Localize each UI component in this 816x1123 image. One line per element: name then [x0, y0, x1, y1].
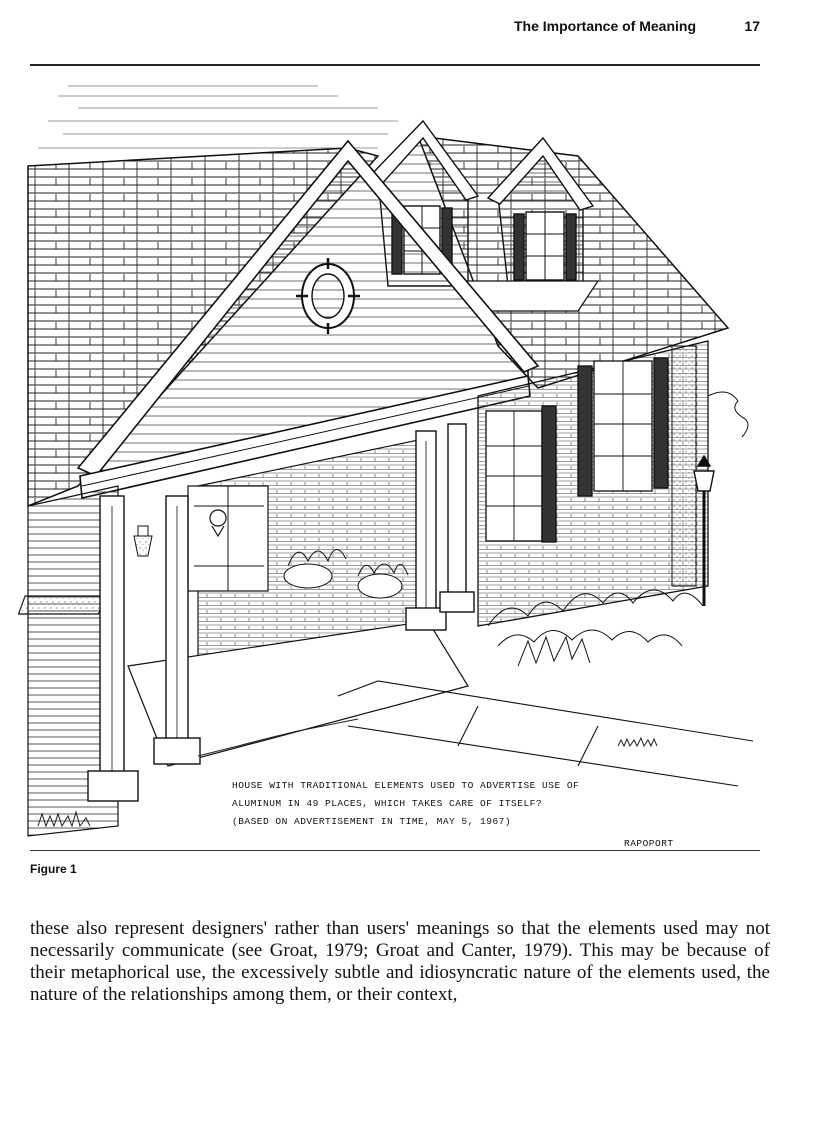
page-number: 17 [744, 18, 760, 34]
bottom-rule [30, 850, 760, 851]
house-illustration [18, 66, 764, 852]
wall-lantern [134, 526, 152, 556]
background-roof-lines [38, 86, 398, 148]
figure-label: Figure 1 [30, 862, 77, 876]
caption-line-3: (BASED ON ADVERTISEMENT IN TIME, MAY 5, 1967) [232, 816, 512, 827]
caption-line-2: ALUMINUM IN 49 PLACES, WHICH TAKES CARE OF ITSELF? [232, 798, 543, 809]
body-paragraph: these also represent designers' rather than users' meanings so that the elements used may not necessarily communicate (see Groat, 1979; Groat and Canter, 1979). This may be because of their metaphorical use, the excessively subtle and idiosyncratic nature of the elements used, the nature of the relationships among them, or their context, [30, 918, 770, 1005]
house-drawing [18, 66, 764, 852]
body-text [30, 918, 770, 1006]
caption-line-1: HOUSE WITH TRADITIONAL ELEMENTS USED TO ADVERTISE USE OF [232, 780, 580, 791]
running-head [30, 14, 762, 40]
illustration-caption [232, 780, 674, 849]
artist-signature: RAPOPORT [624, 838, 674, 849]
running-head-title: The Importance of Meaning [513, 18, 696, 34]
